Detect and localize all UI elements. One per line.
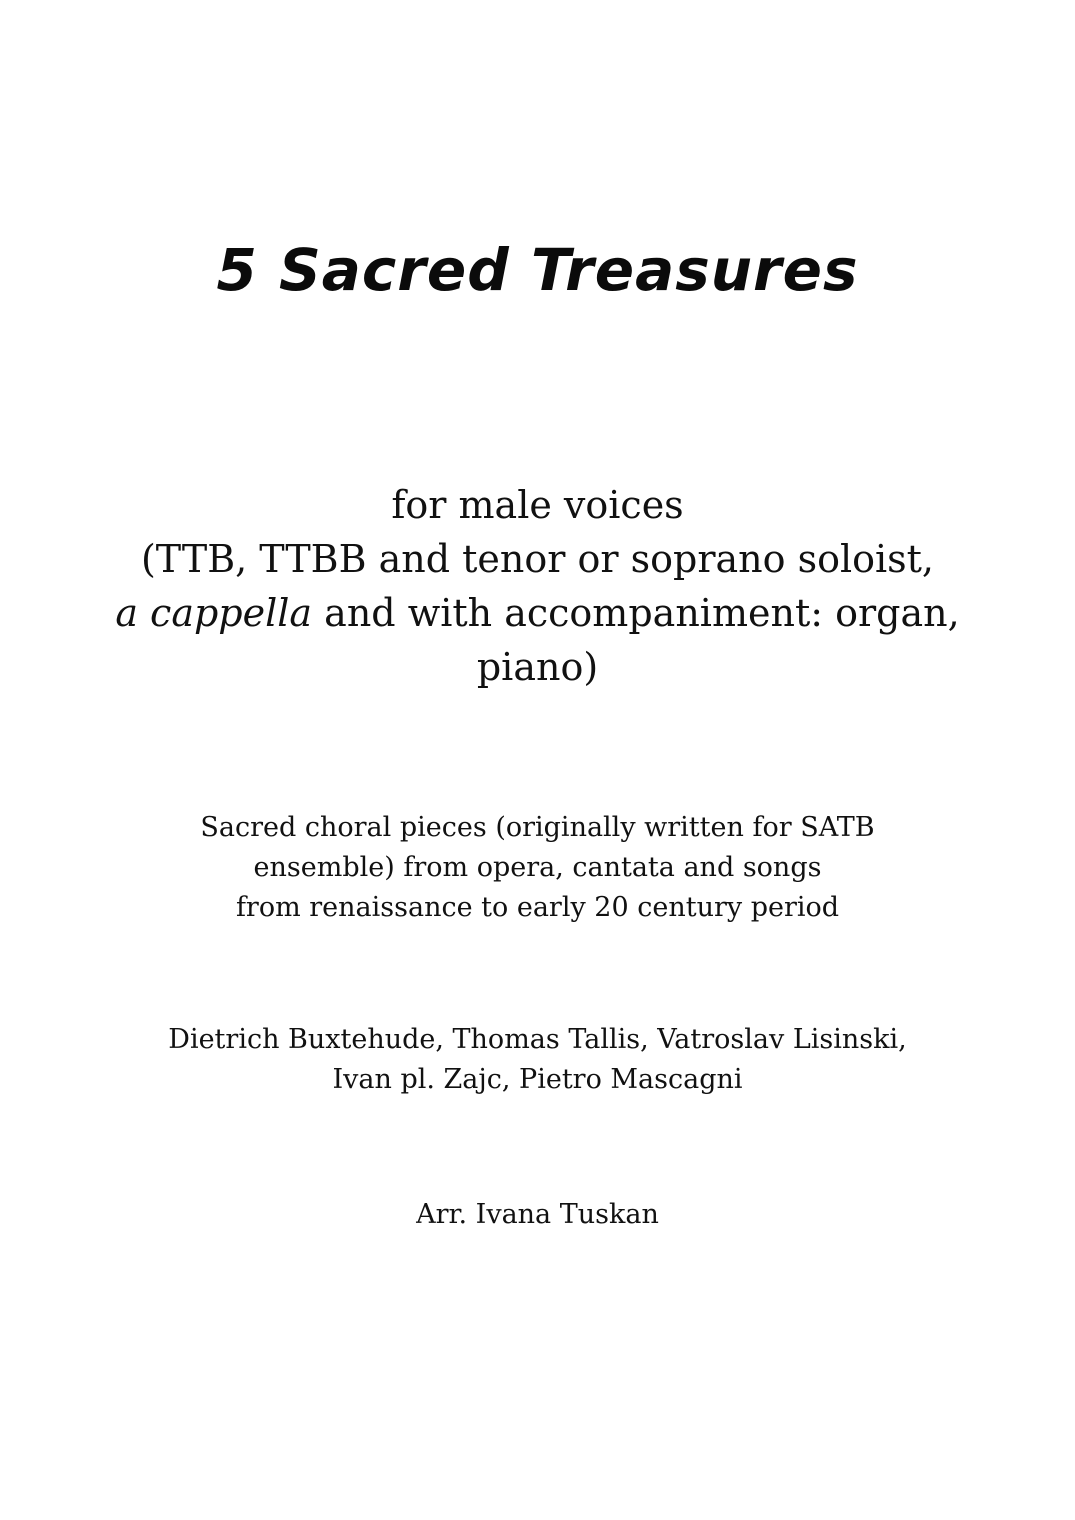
description-line-3: from renaissance to early 20 century period (235, 892, 840, 923)
subtitle-line-2: (TTB, TTBB and tenor or soprano soloist, (140, 537, 934, 581)
subtitle-line-3 (0, 586, 1075, 640)
composers-line-2: Ivan pl. Zajc, Pietro Mascagni (332, 1064, 743, 1095)
arranger-credit: Arr. Ivana Tuskan (416, 1199, 659, 1230)
description-line-1: Sacred choral pieces (originally written for SATB (200, 812, 875, 843)
voicing-subtitle (0, 478, 1075, 694)
composers-line-1: Dietrich Buxtehude, Thomas Tallis, Vatroslav Lisinski, (168, 1024, 907, 1055)
document-title: 5 Sacred Treasures (216, 236, 859, 304)
subtitle-line-1: for male voices (391, 483, 684, 527)
composer-list (0, 1020, 1075, 1100)
collection-description (0, 808, 1075, 928)
a-cappella-italic: a cappella (115, 591, 313, 635)
subtitle-line-4: piano) (476, 645, 599, 689)
description-line-2: ensemble) from opera, cantata and songs (253, 852, 822, 883)
subtitle-line-3-rest: and with accompaniment: organ, (312, 591, 960, 635)
